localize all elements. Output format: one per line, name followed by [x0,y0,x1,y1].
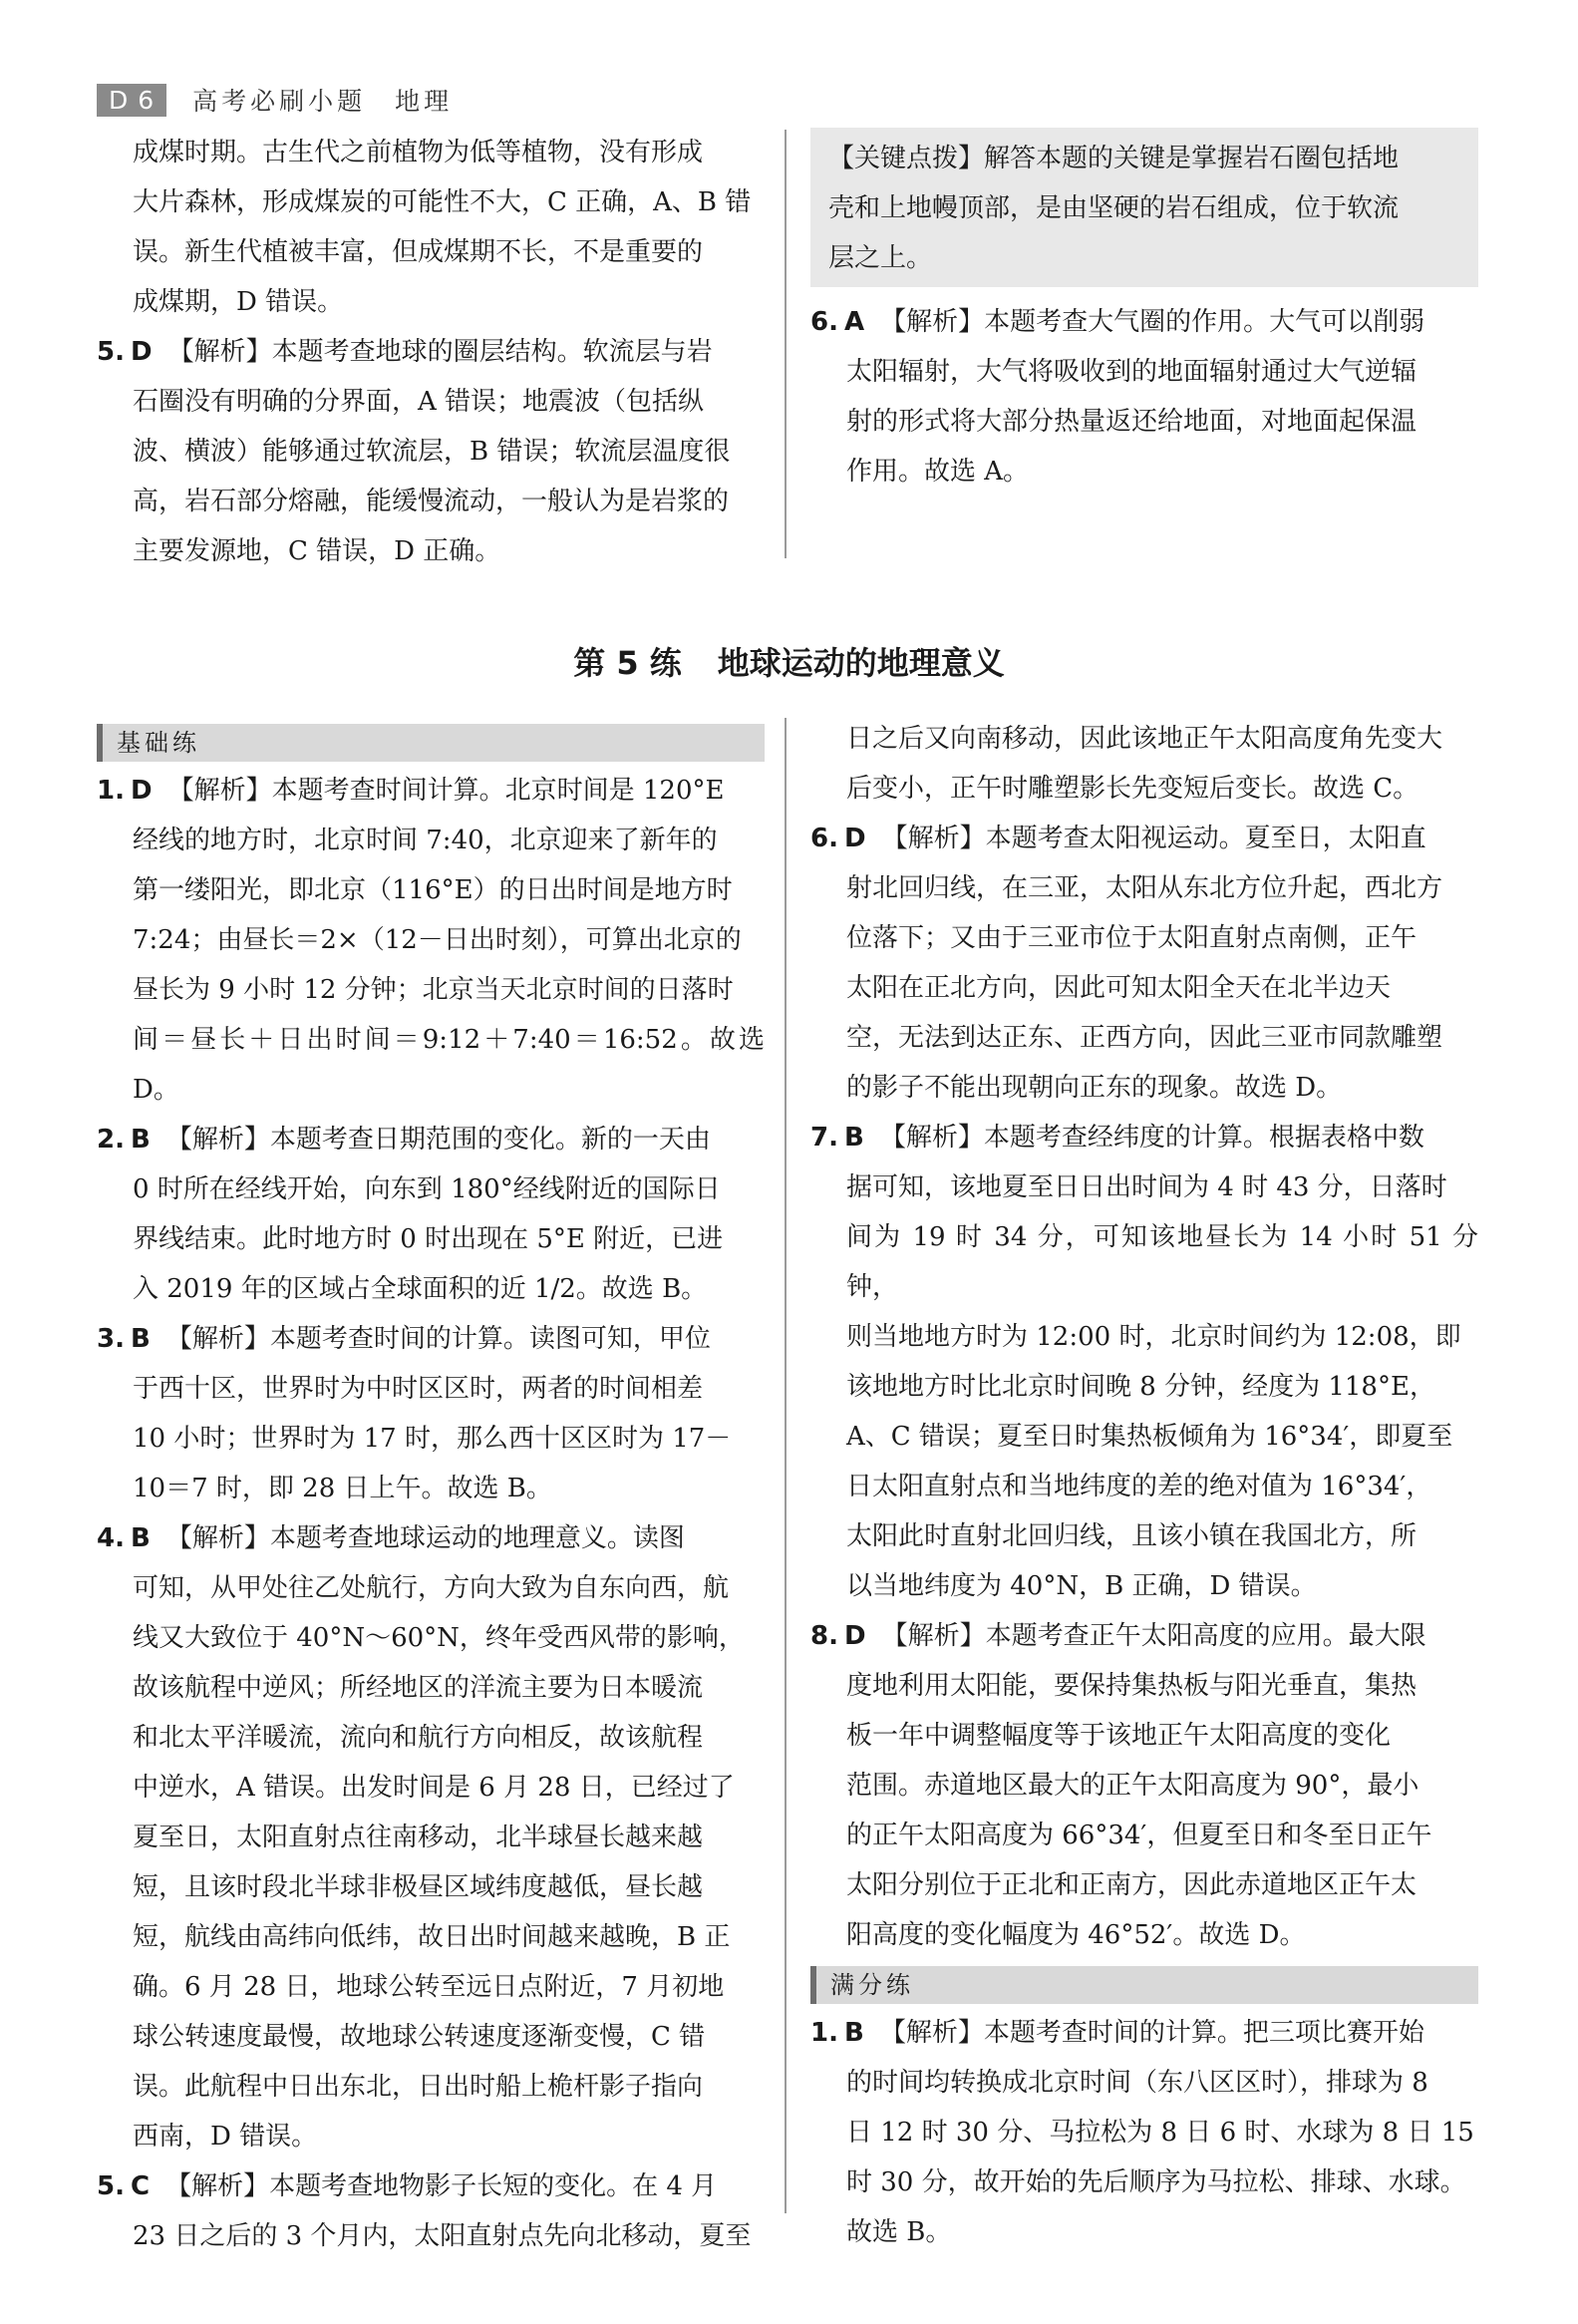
text-line: 于西十区，世界时为中时区区时，两者的时间相差 [133,1374,704,1404]
text-line: 间＝昼长＋日出时间＝9:12＋7:40＝16:52。故选 D。 [133,1025,765,1105]
analysis-tag: 【解析】 [167,337,272,367]
question-number: 8. [810,1621,838,1651]
question-number: 1. [97,776,125,806]
text-line: 的影子不能出现朝向正东的现象。故选 D。 [846,1073,1343,1103]
text-line: 本题考查地球的圈层结构。软流层与岩 [271,337,713,367]
question-number: 2. [97,1125,125,1155]
text-line: 西南，D 错误。 [133,2122,318,2152]
text-line: 确。6 月 28 日，地球公转至远日点附近，7 月初地 [133,1972,725,2002]
analysis-tag: 【解析】 [879,2018,984,2048]
section-name: 地球运动的地理意义 [717,644,1005,682]
answer-item [97,1513,765,2161]
question-number: 6. [810,824,838,853]
text-line: 以当地纬度为 40°N，B 正确，D 错误。 [846,1571,1317,1601]
text-line: 故该航程中逆风；所经地区的洋流主要为日本暖流 [133,1673,704,1703]
text-line: 本题考查大气圈的作用。大气可以削弱 [984,307,1425,337]
text-line: 7:24；由昼长＝2×（12－日出时刻），可算出北京的 [133,925,742,955]
text-line: 作用。故选 A。 [846,457,1030,487]
question-number: 6. [810,307,838,337]
text-line: 日之后又向南移动，因此该地正午太阳高度角先变大 [846,724,1443,754]
text-line: 本题考查地球运动的地理意义。读图 [269,1523,685,1553]
bottom-left-column [97,718,765,2261]
analysis-tag: 【解析】 [165,2171,270,2201]
text-line: 本题考查时间的计算。把三项比赛开始 [983,2018,1424,2048]
text-line: 射北回归线，在三亚，太阳从东北方位升起，西北方 [846,873,1443,903]
text-line: 间为 19 时 34 分，可知该地昼长为 14 小时 51 分钟， [846,1222,1478,1302]
text-line: 短，航线由高纬向低纬，故日出时间越来越晚，B 正 [133,1922,731,1952]
answer-item [810,297,1478,497]
text-line: 误。新生代植被丰富，但成煤期不长，不是重要的 [133,237,704,267]
text-line: 0 时所在经线开始，向东到 180°经线附近的国际日 [133,1174,721,1204]
answer-item [810,1611,1478,1960]
analysis-tag: 【解析】 [167,776,272,806]
full-score-practice-label: 满分练 [810,1966,1478,2004]
text-line: 阳高度的变化幅度为 46°52′。故选 D。 [846,1920,1306,1950]
text-line: 主要发源地，C 错误，D 正确。 [133,536,501,566]
text-line: 成煤时期。古生代之前植物为低等植物，没有形成 [133,138,704,167]
top-right-column [810,128,1478,497]
text-line: 石圈没有明确的分界面，A 错误；地震波（包括纵 [133,387,705,417]
key-point-box [810,128,1478,287]
text-line: 成煤期，D 错误。 [133,287,344,317]
text-line: 太阳辐射，大气将吸收到的地面辐射通过大气逆辐 [846,357,1418,387]
answer-letter: B [131,1523,151,1553]
text-line: 误。此航程中日出东北，日出时船上桅杆影子指向 [133,2072,704,2102]
text-line: 23 日之后的 3 个月内，太阳直射点先向北移动，夏至 [133,2221,752,2251]
answer-letter: D [131,776,153,806]
answer-item [97,2161,765,2261]
answer-item [810,814,1478,1113]
text-line: A、C 错误；夏至日时集热板倾角为 16°34′，即夏至 [846,1422,1453,1452]
page-header [97,80,453,120]
answer-item [810,1113,1478,1611]
text-line: 空，无法到达正东、正西方向，因此三亚市同款雕塑 [846,1023,1443,1053]
question-number: 4. [97,1523,125,1553]
text-line: 该地地方时比北京时间晚 8 分钟，经度为 118°E， [846,1372,1435,1402]
text-line: 日 12 时 30 分、马拉松为 8 日 6 时、水球为 8 日 15 [846,2118,1474,2148]
text-line: 据可知，该地夏至日日出时间为 4 时 43 分，日落时 [846,1172,1447,1202]
analysis-tag: 【解析】 [165,1523,270,1553]
text-line: 位落下；又由于三亚市位于太阳直射点南侧，正午 [846,923,1418,953]
answer-letter: B [844,2018,864,2048]
answer-item [97,1115,765,1314]
text-line: 昼长为 9 小时 12 分钟；北京当天北京时间的日落时 [133,975,734,1005]
text-line: 本题考查时间的计算。读图可知，甲位 [269,1324,711,1354]
continued-answer [97,128,765,327]
analysis-tag: 【解析】 [165,1324,270,1354]
text-line: 本题考查太阳视运动。夏至日，太阳直 [985,824,1426,853]
text-line: 本题考查经纬度的计算。根据表格中数 [983,1123,1424,1153]
answer-letter: A [844,307,865,337]
text-line: 界线结束。此时地方时 0 时出现在 5°E 附近，已进 [133,1224,724,1254]
text-line: 度地利用太阳能，要保持集热板与阳光垂直，集热 [846,1671,1418,1701]
text-line: 经线的地方时，北京时间 7:40，北京迎来了新年的 [133,826,718,855]
text-line: 入 2019 年的区域占全球面积的近 1/2。故选 B。 [133,1274,708,1304]
text-line: 大片森林，形成煤炭的可能性不大，C 正确，A、B 错 [133,187,752,217]
key-point-tag: 【关键点拨】 [828,144,985,173]
text-line: 射的形式将大部分热量返还给地面，对地面起保温 [846,407,1418,437]
book-title: 高考必刷小题 地理 [192,87,454,116]
analysis-tag: 【解析】 [881,1621,986,1651]
analysis-tag: 【解析】 [879,1123,984,1153]
text-line: 高，岩石部分熔融，能缓慢流动，一般认为是岩浆的 [133,487,730,516]
text-line: 本题考查时间计算。北京时间是 120°E [271,776,725,806]
top-left-column [97,128,765,576]
text-line: 10 小时；世界时为 17 时，那么西十区区时为 17－ [133,1424,732,1454]
column-divider [785,130,787,558]
answer-item [810,2008,1478,2257]
text-line: 后变小，正午时雕塑影长先变短后变长。故选 C。 [846,774,1420,804]
question-number: 1. [810,2018,838,2048]
text-line: 层之上。 [828,243,933,273]
text-line: 时 30 分，故开始的先后顺序为马拉松、排球、水球。 [846,2167,1466,2197]
answer-letter: B [131,1125,151,1155]
answer-letter: C [131,2171,151,2201]
text-line: 的正午太阳高度为 66°34′，但夏至日和冬至日正午 [846,1821,1432,1850]
analysis-tag: 【解析】 [165,1125,270,1155]
section-title [0,638,1578,684]
text-line: 的时间均转换成北京时间（东八区区时），排球为 8 [846,2068,1428,2098]
continued-answer [810,714,1478,814]
answer-item [97,766,765,1115]
text-line: 中逆水，A 错误。出发时间是 6 月 28 日，已经过了 [133,1773,735,1803]
text-line: 短，且该时段北半球非极昼区域纬度越低，昼长越 [133,1872,704,1902]
analysis-tag: 【解析】 [880,307,985,337]
text-line: 波、横波）能够通过软流层，B 错误；软流层温度很 [133,437,731,467]
text-line: 板一年中调整幅度等于该地正午太阳高度的变化 [846,1721,1392,1751]
section-number: 第 5 练 [573,644,682,682]
answer-letter: D [131,337,153,367]
question-number: 7. [810,1123,838,1153]
answer-letter: D [844,824,866,853]
text-line: 本题考查正午太阳高度的应用。最大限 [985,1621,1426,1651]
text-line: 解答本题的关键是掌握岩石圈包括地 [984,144,1400,173]
text-line: 太阳此时直射北回归线，且该小镇在我国北方，所 [846,1521,1418,1551]
answer-letter: B [844,1123,864,1153]
text-line: 壳和上地幔顶部，是由坚硬的岩石组成，位于软流 [828,193,1400,223]
analysis-tag: 【解析】 [881,824,986,853]
bottom-right-column [810,714,1478,2257]
text-line: 太阳在正北方向，因此可知太阳全天在北半边天 [846,973,1392,1003]
page-number-badge: D 6 [97,84,166,117]
answer-letter: D [844,1621,866,1651]
text-line: 线又大致位于 40°N～60°N，终年受西风带的影响， [133,1623,745,1653]
answer-letter: B [131,1324,151,1354]
text-line: 则当地地方时为 12:00 时，北京时间约为 12:08，即 [846,1322,1461,1352]
question-number: 5. [97,2171,125,2201]
text-line: 和北太平洋暖流，流向和航行方向相反，故该航程 [133,1723,704,1753]
answer-item [97,327,765,576]
text-line: 太阳分别位于正北和正南方，因此赤道地区正午太 [846,1870,1418,1900]
question-number: 3. [97,1324,125,1354]
text-line: 故选 B。 [846,2217,952,2247]
text-line: 10＝7 时，即 28 日上午。故选 B。 [133,1474,552,1503]
basic-practice-label: 基础练 [97,724,765,762]
text-line: 本题考查地物影子长短的变化。在 4 月 [269,2171,718,2201]
text-line: 本题考查日期范围的变化。新的一天由 [269,1125,711,1155]
text-line: 第一缕阳光，即北京（116°E）的日出时间是地方时 [133,875,733,905]
text-line: 日太阳直射点和当地纬度的差的绝对值为 16°34′， [846,1472,1432,1501]
text-line: 夏至日，太阳直射点往南移动，北半球昼长越来越 [133,1823,704,1852]
answer-item [97,1314,765,1513]
text-line: 范围。赤道地区最大的正午太阳高度为 90°，最小 [846,1771,1420,1801]
text-line: 球公转速度最慢，故地球公转速度逐渐变慢，C 错 [133,2022,706,2052]
text-line: 可知，从甲处往乙处航行，方向大致为自东向西，航 [133,1573,730,1603]
column-divider [785,718,787,2213]
question-number: 5. [97,337,125,367]
